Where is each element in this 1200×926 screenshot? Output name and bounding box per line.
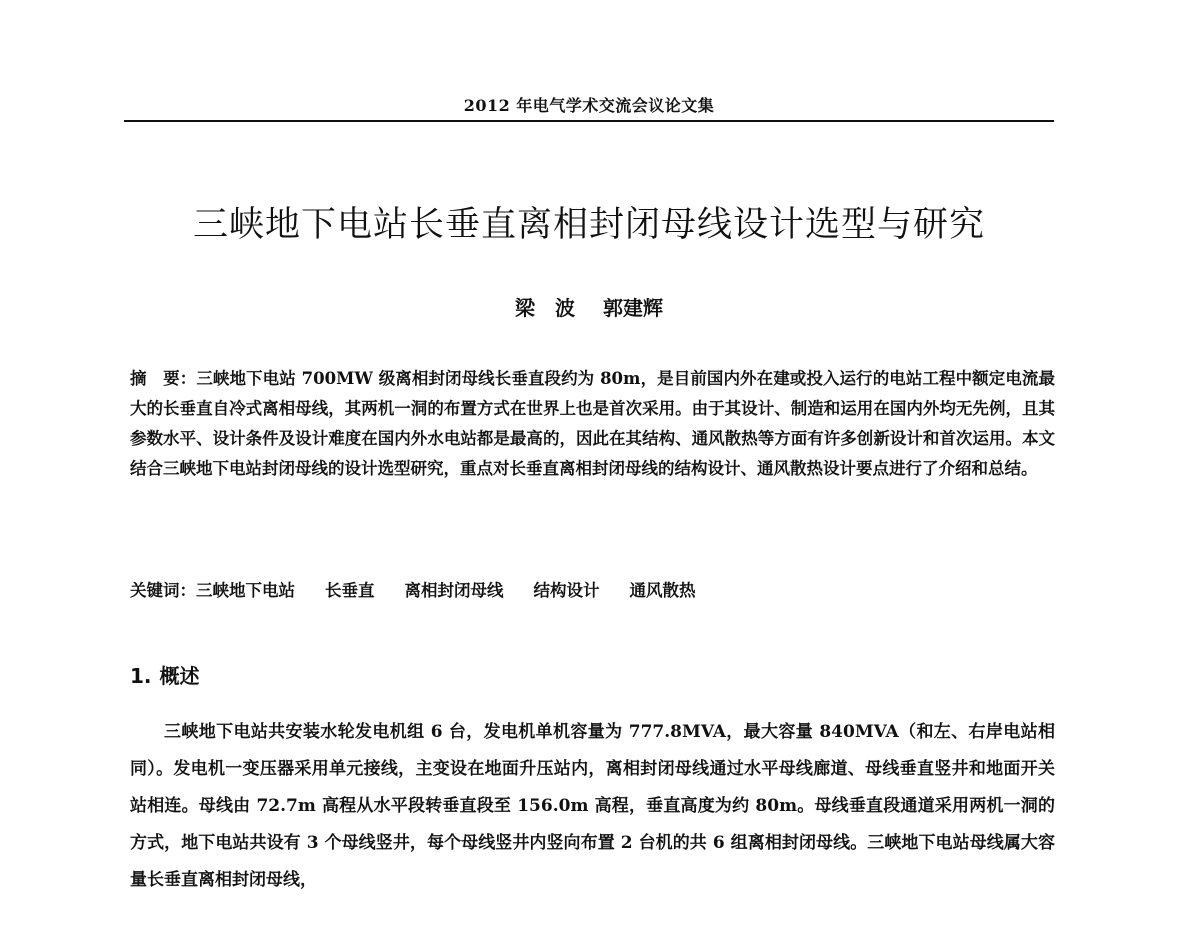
abstract-text: 三峡地下电站 700MW 级离相封闭母线长垂直段约为 80m，是目前国内外在建或投入运行的电站工程中额定电流最大的长垂直自冷式离相母线，其两机一洞的布置方式在世界上也是首次采用。由于其设计、制造和运用在国内外均无先例，且其参数水平、设计条件及设计难度在国内外水电站都是最高的，因此在其结构、通风散热等方面有许多创新设计和首次运用。本文结合三峡地下电站封闭母线的设计选型研究，重点对长垂直离相封闭母线的结构设计、通风散热设计要点进行了介绍和总结。 [130,369,1056,478]
running-header: 2012 年电气学术交流会议论文集 [463,96,715,115]
keywords [130,577,1055,601]
section-title: 概述 [159,664,200,688]
authors [124,292,1054,321]
author-1: 梁 波 [515,296,575,320]
keyword-2: 长垂直 [325,581,375,600]
keyword-3: 离相封闭母线 [404,581,504,600]
section-paragraph: 三峡地下电站共安装水轮发电机组 6 台，发电机单机容量为 777.8MVA，最大容量 840MVA（和左、右岸电站相同）。发电机一变压器采用单元接线，主变设在地面升压站内，离相封闭母线通过水平母线廊道、母线垂直竖井和地面开关站相连。母线由 72.7m 高程从水平段转垂直段至 156.0m 高程，垂直高度为约 80m。母线垂直段通道采用两机一洞的方式，地下电站共设有 3 个母线竖井，每个母线竖井内竖向布置 2 台机的共 6 组离相封闭母线。三峡地下电站母线属大容量长垂直离相封闭母线， [130,722,1055,890]
header-rule [124,120,1054,122]
author-2: 郭建辉 [603,296,663,320]
paper-title: 三峡地下电站长垂直离相封闭母线设计选型与研究 [192,205,985,245]
abstract-label: 摘 要： [130,369,197,388]
abstract [130,364,1055,484]
keyword-1: 三峡地下电站 [196,581,295,600]
section-number: 1. [130,664,152,688]
keyword-5: 通风散热 [629,581,696,600]
keyword-4: 结构设计 [533,581,600,600]
keywords-label: 关键词： [130,581,196,600]
section-heading [130,660,200,689]
